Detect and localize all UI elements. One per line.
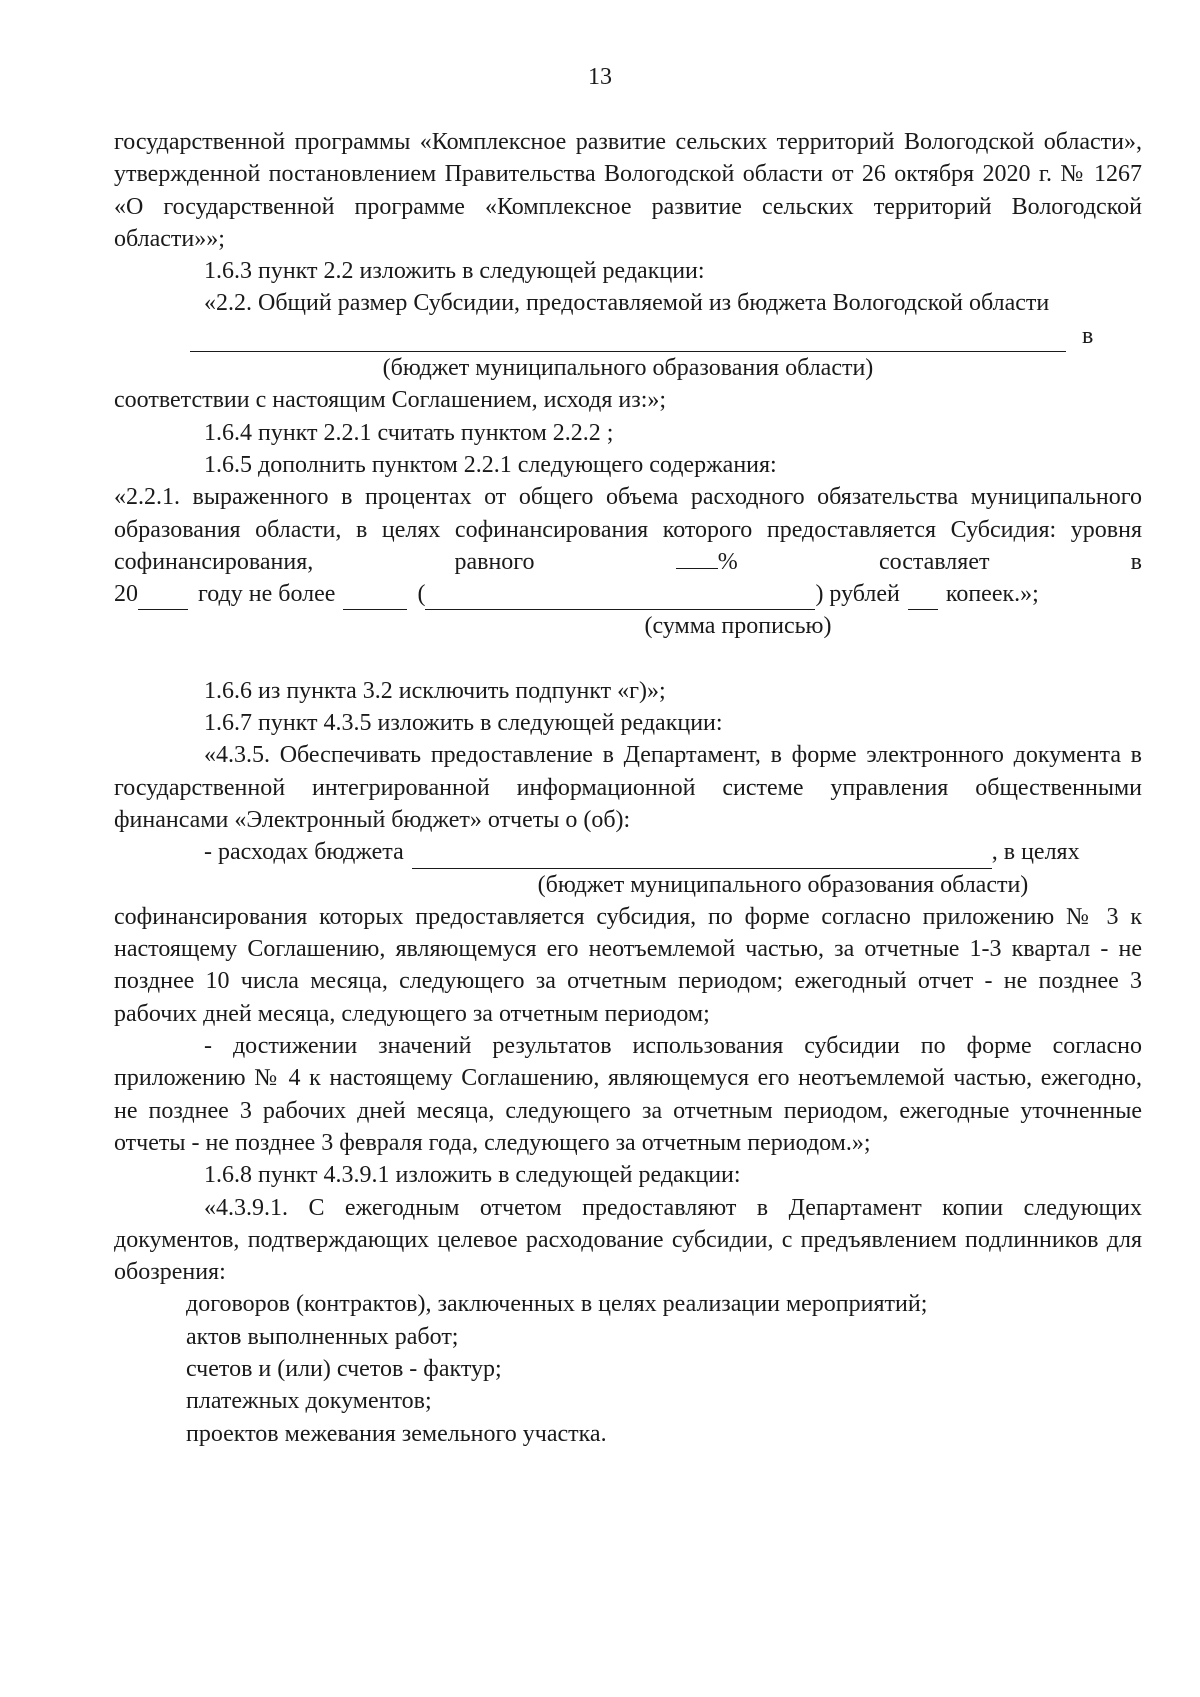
open-paren: ( bbox=[417, 581, 426, 608]
percent-text: % составляет в bbox=[717, 548, 1142, 575]
paragraph-4-3-9-1: «4.3.9.1. С ежегодным отчетом предоставляют в Департамент копии следующих документов, подтверждающих целевое расходование субсидии, с предъявлением подлинников для обозрения: bbox=[114, 1194, 1142, 1286]
kopeck-blank bbox=[908, 589, 938, 610]
paragraph-results: - достижении значений результатов использования субсидии по форме согласно приложению № 4 к настоящему Соглашению, являющемуся его неотъемлемой частью, ежегодно, не позднее 3 рабочих дней месяца, следующего за отчетным периодом, ежегодные уточненные отчеты - не позднее 3 февраля года, следующего за отчетным периодом.»; bbox=[114, 1033, 1142, 1156]
expenses-line bbox=[114, 836, 1142, 868]
amount-words-blank bbox=[425, 589, 815, 610]
expenses-tail: , в целях bbox=[991, 839, 1080, 866]
paragraph-2-2-1-line2 bbox=[114, 578, 1142, 610]
blank-tail: в bbox=[1082, 322, 1094, 349]
amount-blank bbox=[343, 589, 407, 610]
paragraph-1-6-4: 1.6.4 пункт 2.2.1 считать пунктом 2.2.2 ; bbox=[204, 419, 614, 446]
list-item: платежных документов; bbox=[186, 1388, 432, 1415]
paragraph-2-2-1-text: «2.2.1. выраженного в процентах от общего объема расходного обязательства муниципального образования области, в целях софинансирования которого предоставляется Субсидия: уровня софинансирования, равного bbox=[114, 484, 1142, 575]
budget-blank-line-1 bbox=[114, 320, 1142, 352]
paragraph-1-6-6: 1.6.6 из пункта 3.2 исключить подпункт «г)»; bbox=[204, 677, 666, 704]
paragraph-cofinancing: софинансирования которых предоставляется субсидия, по форме согласно приложению № 3 к настоящему Соглашению, являющемуся его неотъемлемой частью, за отчетные 1-3 квартал - не позднее 10 числа месяца, следующего за отчетным периодом; ежегодный отчет - не позднее 3 рабочих дней месяца, следующего за отчетным периодом; bbox=[114, 903, 1142, 1027]
blank-rule bbox=[190, 325, 1066, 352]
paragraph-2-2-1 bbox=[114, 481, 1142, 578]
paragraph-intro: государственной программы «Комплексное развитие сельских территорий Вологодской области», утвержденной постановлением Правительства Вологодской области от 26 октября 2020 г. № 1267 «О государственной программе «Комплексное развитие сельских территорий Вологодской области»»; bbox=[114, 129, 1142, 252]
expenses-text: - расходах бюджета bbox=[204, 839, 404, 866]
paragraph-2-2: «2.2. Общий размер Субсидии, предоставляемой из бюджета Вологодской области bbox=[204, 290, 1050, 317]
note-budget-2: (бюджет муниципального образования области) bbox=[537, 871, 1029, 898]
kopeck-text: копеек.»; bbox=[945, 581, 1039, 608]
note-budget-1: (бюджет муниципального образования области) bbox=[382, 355, 874, 382]
list-item: счетов и (или) счетов - фактур; bbox=[186, 1355, 502, 1382]
percent-blank bbox=[676, 548, 718, 569]
list-item: проектов межевания земельного участка. bbox=[186, 1420, 607, 1447]
paragraph-1-6-8: 1.6.8 пункт 4.3.9.1 изложить в следующей редакции: bbox=[204, 1162, 741, 1189]
note-sum: (сумма прописью) bbox=[644, 613, 832, 640]
paragraph-soglashenie: соответствии с настоящим Соглашением, исходя из:»; bbox=[114, 387, 667, 414]
paragraph-1-6-7: 1.6.7 пункт 4.3.5 изложить в следующей редакции: bbox=[204, 710, 723, 737]
paragraph-1-6-5: 1.6.5 дополнить пунктом 2.2.1 следующего содержания: bbox=[204, 451, 777, 478]
rubles-text: ) рублей bbox=[815, 581, 900, 608]
year-prefix: 20 bbox=[114, 581, 138, 608]
document-body bbox=[114, 126, 1142, 1450]
year-blank bbox=[138, 589, 188, 610]
year-text: году не более bbox=[198, 581, 336, 608]
page-number: 13 bbox=[588, 64, 612, 90]
list-item: договоров (контрактов), заключенных в целях реализации мероприятий; bbox=[186, 1291, 928, 1318]
paragraph-4-3-5: «4.3.5. Обеспечивать предоставление в Департамент, в форме электронного документа в государственной интегрированной информационной системе управления общественными финансами «Электронный бюджет» отчеты о (об): bbox=[114, 742, 1142, 833]
paragraph-1-6-3: 1.6.3 пункт 2.2 изложить в следующей редакции: bbox=[204, 258, 705, 285]
list-item: актов выполненных работ; bbox=[186, 1323, 459, 1350]
expenses-blank bbox=[412, 848, 992, 869]
